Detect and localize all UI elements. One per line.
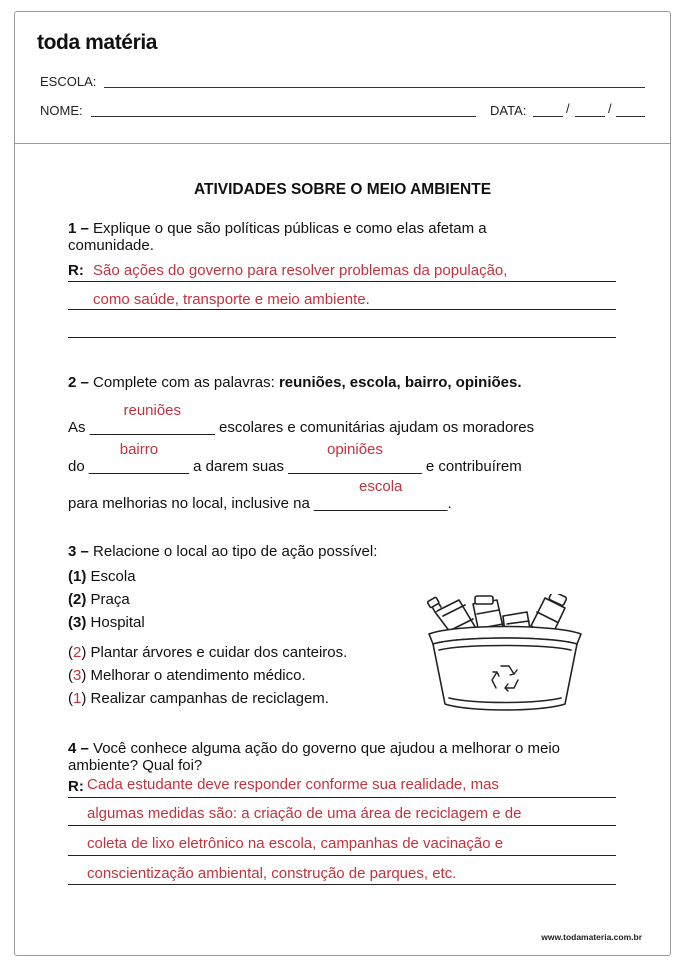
q4-answer-line2: algumas medidas são: a criação de uma área de reciclagem e de <box>87 805 522 822</box>
q2-line2-end: e contribuírem <box>425 458 522 475</box>
q4-answer-rule-2[interactable] <box>68 825 616 826</box>
q2-blank-2-answer: bairro <box>119 441 159 458</box>
data-label: DATA: <box>490 103 527 118</box>
q2-line1-start: As <box>68 419 86 436</box>
q4-text-line2: ambiente? Qual foi? <box>68 757 203 774</box>
q3-text: Relacione o local ao tipo de ação possível: <box>93 543 378 560</box>
q1-text-line1: Explique o que são políticas públicas e como elas afetam a <box>93 220 487 237</box>
q2-text: Complete com as palavras: <box>93 374 275 391</box>
q4-answer-rule-1[interactable] <box>68 797 616 798</box>
q4-r-label: R: <box>68 778 84 795</box>
q3-option-3: (3) Hospital <box>68 614 145 631</box>
q3-match-2-answer: 3 <box>73 667 82 684</box>
q1-answer-line1: São ações do governo para resolver problemas da população, <box>93 262 508 279</box>
q4-answer-line3: coleta de lixo eletrônico na escola, campanhas de vacinação e <box>87 835 504 852</box>
recycling-bin-icon <box>425 594 585 716</box>
escola-label: ESCOLA: <box>40 74 97 89</box>
q1-r-label: R: <box>68 262 84 279</box>
q1-text-line2: comunidade. <box>68 237 154 254</box>
q3-prompt <box>68 543 377 561</box>
q3-option-1: (1) Escola <box>68 568 136 585</box>
header-separator <box>14 143 671 144</box>
q2-blank-4[interactable]: ________________ escola <box>313 478 448 512</box>
nome-label: NOME: <box>40 103 83 118</box>
date-day-line[interactable] <box>533 116 563 117</box>
q2-line1-end: escolares e comunitárias ajudam os moradores <box>219 419 535 436</box>
q4-answer-line4: conscientização ambiental, construção de parques, etc. <box>87 865 457 882</box>
q2-blank-1-answer: reuniões <box>123 402 182 419</box>
q1-answer-line2: como saúde, transporte e meio ambiente. <box>93 291 370 308</box>
date-year-line[interactable] <box>616 116 645 117</box>
q2-sentence-line3 <box>68 478 452 513</box>
q1-prompt <box>68 220 487 238</box>
q2-number: 2 – <box>68 374 89 391</box>
q3-number: 3 – <box>68 543 89 560</box>
q4-text-line1: Você conhece alguma ação do governo que ajudou a melhorar o meio <box>93 740 561 757</box>
q1-answer-rule-1[interactable] <box>68 281 616 282</box>
q4-prompt <box>68 740 560 758</box>
footer-url[interactable]: www.todamateria.com.br <box>541 932 642 942</box>
q2-word-bank: reuniões, escola, bairro, opiniões. <box>278 374 522 391</box>
q3-match-1[interactable]: (2) Plantar árvores e cuidar dos canteiros. <box>68 644 348 661</box>
q4-number: 4 – <box>68 740 89 757</box>
escola-line[interactable] <box>104 87 645 88</box>
q2-blank-3-answer: opiniões <box>327 441 383 458</box>
q4-answer-line1: Cada estudante deve responder conforme sua realidade, mas <box>87 776 499 793</box>
date-sep-1: / <box>566 101 570 116</box>
q2-sentence-line2 <box>68 441 522 476</box>
q3-match-1-answer: 2 <box>73 644 82 661</box>
q2-blank-1[interactable]: _______________ reuniões <box>89 402 215 436</box>
q2-sentence-line1 <box>68 402 535 437</box>
q3-option-2: (2) Praça <box>68 591 130 608</box>
q2-blank-2[interactable]: ____________ bairro <box>88 441 189 475</box>
q3-match-3[interactable]: (1) Realizar campanhas de reciclagem. <box>68 690 329 707</box>
q2-line3-start: para melhorias no local, inclusive na <box>68 495 310 512</box>
q2-line2-start: do <box>68 458 85 475</box>
q1-answer-rule-2[interactable] <box>68 309 616 310</box>
q4-answer-rule-3[interactable] <box>68 855 616 856</box>
q3-match-3-answer: 1 <box>73 690 82 707</box>
q1-number: 1 – <box>68 220 89 237</box>
date-sep-2: / <box>608 101 612 116</box>
q2-prompt <box>68 374 522 392</box>
q2-blank-4-answer: escola <box>359 478 403 495</box>
nome-line[interactable] <box>91 116 476 117</box>
date-month-line[interactable] <box>575 116 605 117</box>
logo: toda matéria <box>37 31 158 54</box>
q2-line2-middle: a darem suas <box>193 458 285 475</box>
q4-answer-rule-4[interactable] <box>68 884 616 885</box>
q2-line3-end: . <box>447 495 452 512</box>
q2-blank-3[interactable]: ________________ opiniões <box>288 441 422 475</box>
q3-match-2[interactable]: (3) Melhorar o atendimento médico. <box>68 667 306 684</box>
page-title: ATIVIDADES SOBRE O MEIO AMBIENTE <box>193 181 492 198</box>
q1-answer-rule-3[interactable] <box>68 337 616 338</box>
